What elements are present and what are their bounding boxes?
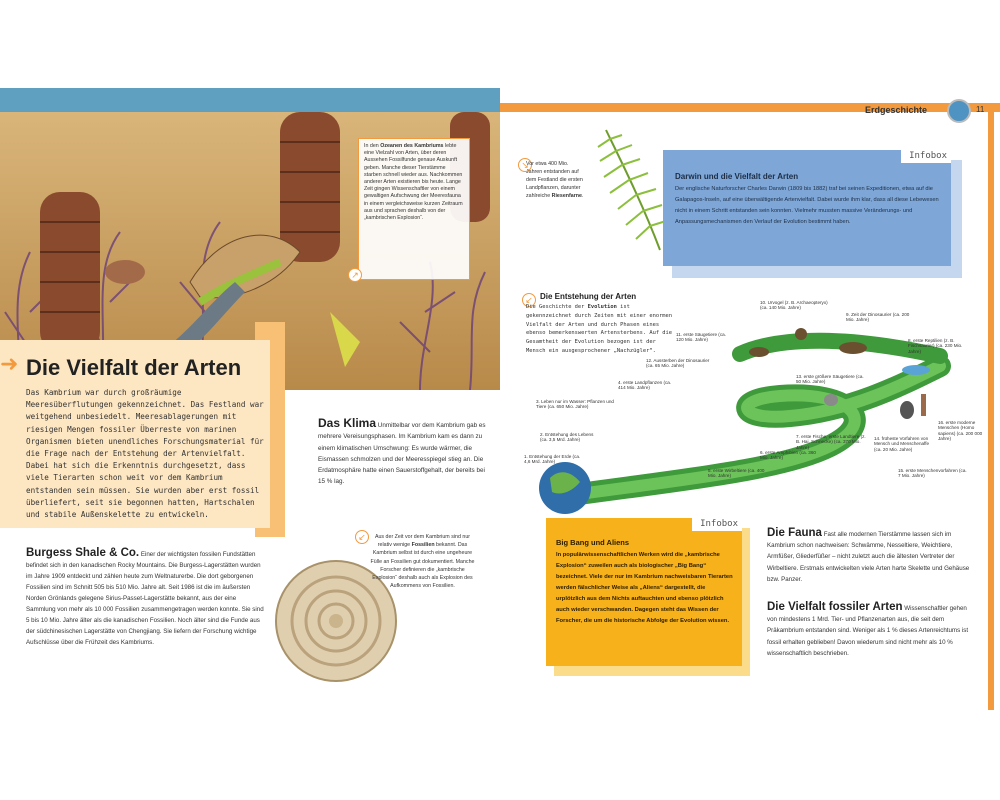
label-erste-landpflanzen: 4. erste Landpflanzen (ca. 414 Mio. Jahre) [618, 380, 672, 391]
fossile-vielfalt-section [767, 602, 975, 659]
intro-text: Das Kambrium war durch großräumige Meeresüberflutungen gekennzeichnet. Das Festland war weitgehend unbesiedelt. Meeresablagerungen mit riesigen Mengen fossiler Überreste von marinen Organismen bieten unendliches Forschungsmaterial für die Frage nach der Entstehung der Artenvielfalt. Dabei hat sich die Erkenntnis durchgesetzt, dass viele Tierarten schon weit vor dem Kambrium entstanden sein müssen. Sie wurden aber erst fossil überliefert, seit sie begonnen hatten, Hartschalen und stabile Außenskelette zu entwickeln. [26, 388, 264, 520]
klima-heading: Das Klima [318, 416, 377, 430]
fauna-text: Fast alle modernen Tierstämme lassen sich im Kambrium schon nachweisen: Schwämme, Nesseltiere, Weichtiere, Armfüßer, Gliederfüßer – nicht zuletzt auch die ältesten Vertreter der Wirbeltiere. Erstmals entwickelten viele Arten harte Skelette und Gehäuse bzw. Panzer. [767, 531, 970, 583]
label-erste-wirbeltiere: 5. erste Wirbeltiere (ca. 400 Mio. Jahre) [708, 468, 765, 479]
label-moderne-menschen: 16. erste moderne Menschen (Homo sapiens) (ca. 200 000 Jahre) [938, 420, 983, 442]
fossile-vielfalt-text: Wissenschaftler gehen von mindestens 1 Mrd. Tier- und Pflanzenarten aus, die seit dem Präkambrium entstanden sind. Weniger als 1 % dieses Artenreichtums ist fossil erhalten geblieben! Davon wiederum sind nicht mehr als 10 % wissenschaftlich beschrieben. [767, 605, 969, 657]
label-erste-grosse-saeugetiere: 13. erste größere Säugetiere (ca. 50 Mio. Jahre) [796, 374, 864, 385]
infobox-darwin-text: Der englische Naturforscher Charles Darwin (1809 bis 1882) traf bei seinen Expeditionen, etwa auf die Galapagos-Inseln, auf eine überwältigende Artenvielfalt. Dabei wurde ihm klar, dass all diese Lebewesen nicht in einem Schritt entstanden sein konnten. Vielmehr mussten massive Veränderungs- und Anpassungsmechanismen den Verlauf der Evolution bestimmt haben. [675, 186, 939, 225]
label-erste-reptilien: 8. erste Reptilien (z. B. Fischsaurier) (ca. 230 Mio. Jahre) [908, 338, 963, 354]
label-fruehe-vorfahren: 14. früheste Vorfahren von Mensch und Menschenaffe (ca. 20 Mio. Jahre) [874, 436, 930, 452]
klima-text: Unmittelbar vor dem Kambrium gab es mehrere Vereisungsphasen. Im Kambrium kam es dann zu einem klimatischen Umschwung: Es wurde wärmer, die Eismassen schmolzen und der Meeresspiegel stieg an. Die Erdatmosphäre hatte einen Sauerstoffgehalt, der bereits bei 15 % lag. [318, 422, 486, 486]
entstehung-text: Die Geschichte der Evolution ist gekennzeichnet durch Zeiten mit einer enormen Vielfalt der Arten und durch Phasen eines ebenso bemerkenswerten Artensterbens. Auf die Gesamtheit der Evolution bezogen ist der Mensch ein ausgesprochener „Nachzügler“. [526, 304, 673, 354]
label-erste-saeugetiere: 11. erste Säugetiere (ca. 120 Mio. Jahre) [676, 332, 726, 343]
label-urvogel: 10. Urvogel (z. B. Archaeopteryx) (ca. 140 Mio. Jahre) [760, 300, 828, 311]
fauna-heading: Die Fauna [767, 527, 822, 539]
burgess-section [26, 548, 266, 648]
infobox-darwin-tag: Infobox [901, 150, 951, 163]
infobox-darwin-heading: Darwin und die Vielfalt der Arten [675, 172, 799, 181]
label-erste-amphibien: 6. erste Amphibien (ca. 360 Mio. Jahre) [760, 450, 816, 461]
fossil-caption: Aus der Zeit vor dem Kambrium sind nur relativ wenige Fossilien bekannt. Das Kambrium selbst ist durch eine ungeheure Fülle an Fossilien gut dokumentiert. Manche Forscher definieren die „kambrische Explosion“ deshalb auch als Explosion des Aufkommens von Fossilien. [370, 534, 475, 590]
label-entstehung-der-erde: 1. Entstehung der Erde (ca. 4,6 Mrd. Jahre) [524, 454, 581, 465]
section-title: Erdgeschichte [865, 105, 928, 115]
burgess-text: Einer der wichtigsten fossilen Fundstätten befindet sich in den kanadischen Rocky Mountains. Die Burgess-Lagerstätten wurden im Jahre 1909 entdeckt und zählen heute zum Weltnaturerbe. Die dort geborgenen Fossilien sind im Schnitt 505 bis 510 Mio. Jahre alt. Seit 1986 ist die im äußersten Norden Grönlands gelegene Sirius-Passet-Lagerstätte bekannt, aus der eine Sammlung von mehr als 10 000 Fossilien zusammengetragen werden konnte. Sie sind 5 bis 10 Mio. Jahre älter als die kanadischen Fossilien. Noch älter sind die Funde aus der südchinesischen Lagerstätte von Chengjiang. Sie liefern der Forschung wichtige Aufschlüsse über die Frühzeit des Kambriums. [26, 551, 264, 646]
label-zeit-der-dinosaurier: 9. Zeit der Dinosaurier (ca. 200 Mio. Jahre) [846, 312, 910, 323]
fossile-vielfalt-heading: Die Vielfalt fossiler Arten [767, 601, 903, 613]
burgess-heading: Burgess Shale & Co. [26, 547, 140, 559]
infobox-bigbang-text: In populärwissenschaftlichen Werken wird die „kambrische Explosion“ zuweilen auch als biologischer „Big Bang“ bezeichnet. Viele der nur im Kambrium nachweisbaren Tierarten werden fälschlicher Weise als „Aliens“ dargestellt, die urplötzlich aus dem Nichts auftauchten und ebenso plötzlich auch wieder verschwanden. Dagegen steht das Wissen der Forscher, die um die historische Abfolge der Evolution wissen. [556, 552, 733, 624]
infobox-bigbang [546, 518, 742, 666]
evolution-timeline [520, 296, 992, 520]
page-title: Die Vielfalt der Arten [26, 355, 242, 380]
section-header [855, 103, 990, 119]
fern-caption-icon: ↘ [518, 158, 532, 172]
earth-globe-icon [947, 99, 971, 123]
underwater-caption: In den Ozeanen des Kambriums lebte eine Vielzahl von Arten, über deren Aussehen Fossilfunde genaue Auskunft geben. Manche dieser Tierstämme starben schnell wieder aus. Nachkommen anderer Arten existieren bis heute. Lange Zeit gingen Wissenschaftler von einem gewaltigen Aufschwung der Meeresfauna in einem vergleichsweise kurzen Zeitraum aus und sprachen deshalb von der „kambrischen Explosion“. [358, 138, 470, 280]
entstehung-heading: Die Entstehung der Arten [540, 292, 637, 301]
fern-graphic [588, 125, 668, 255]
label-leben-im-wasser: 3. Leben nur im Wasser: Pflanzen und Tiere (ca. 650 Mio. Jahre) [536, 399, 614, 410]
label-erste-fische: 7. erste Fische, erste Landtiere (z. B. Hai, Schnecke) (ca. 370 Mio. Jahre) [796, 434, 866, 450]
infobox-bigbang-tag: Infobox [692, 518, 742, 531]
label-entstehung-des-lebens: 2. Entstehung des Lebens (ca. 3,5 Mrd. Jahre) [540, 432, 594, 443]
page-number: 11 [976, 105, 985, 114]
infobox-bigbang-heading: Big Bang und Aliens [556, 538, 630, 547]
fossil-caption-icon: ↙ [355, 530, 369, 544]
top-blue-band [0, 88, 500, 112]
fauna-section [767, 528, 975, 585]
infobox-darwin [663, 150, 951, 266]
label-aussterben-dinosaurier: 12. Aussterben der Dinosaurier (ca. 65 Mio. Jahre) [646, 358, 710, 369]
heading-arrow-icon: ➜ [0, 351, 19, 376]
fern-caption: Vor etwa 400 Mio. Jahren entstanden auf dem Festland die ersten Landpflanzen, darunter zahlreiche Riesenfarne. [526, 161, 584, 200]
klima-section [318, 418, 488, 488]
label-menschenvorfahren: 15. erste Menschenvorfahren (ca. 7 Mio. Jahre) [898, 468, 967, 479]
arrow-icon: ↗ [348, 268, 362, 282]
entstehung-icon: ↙ [522, 293, 536, 307]
fern-image [588, 125, 668, 255]
